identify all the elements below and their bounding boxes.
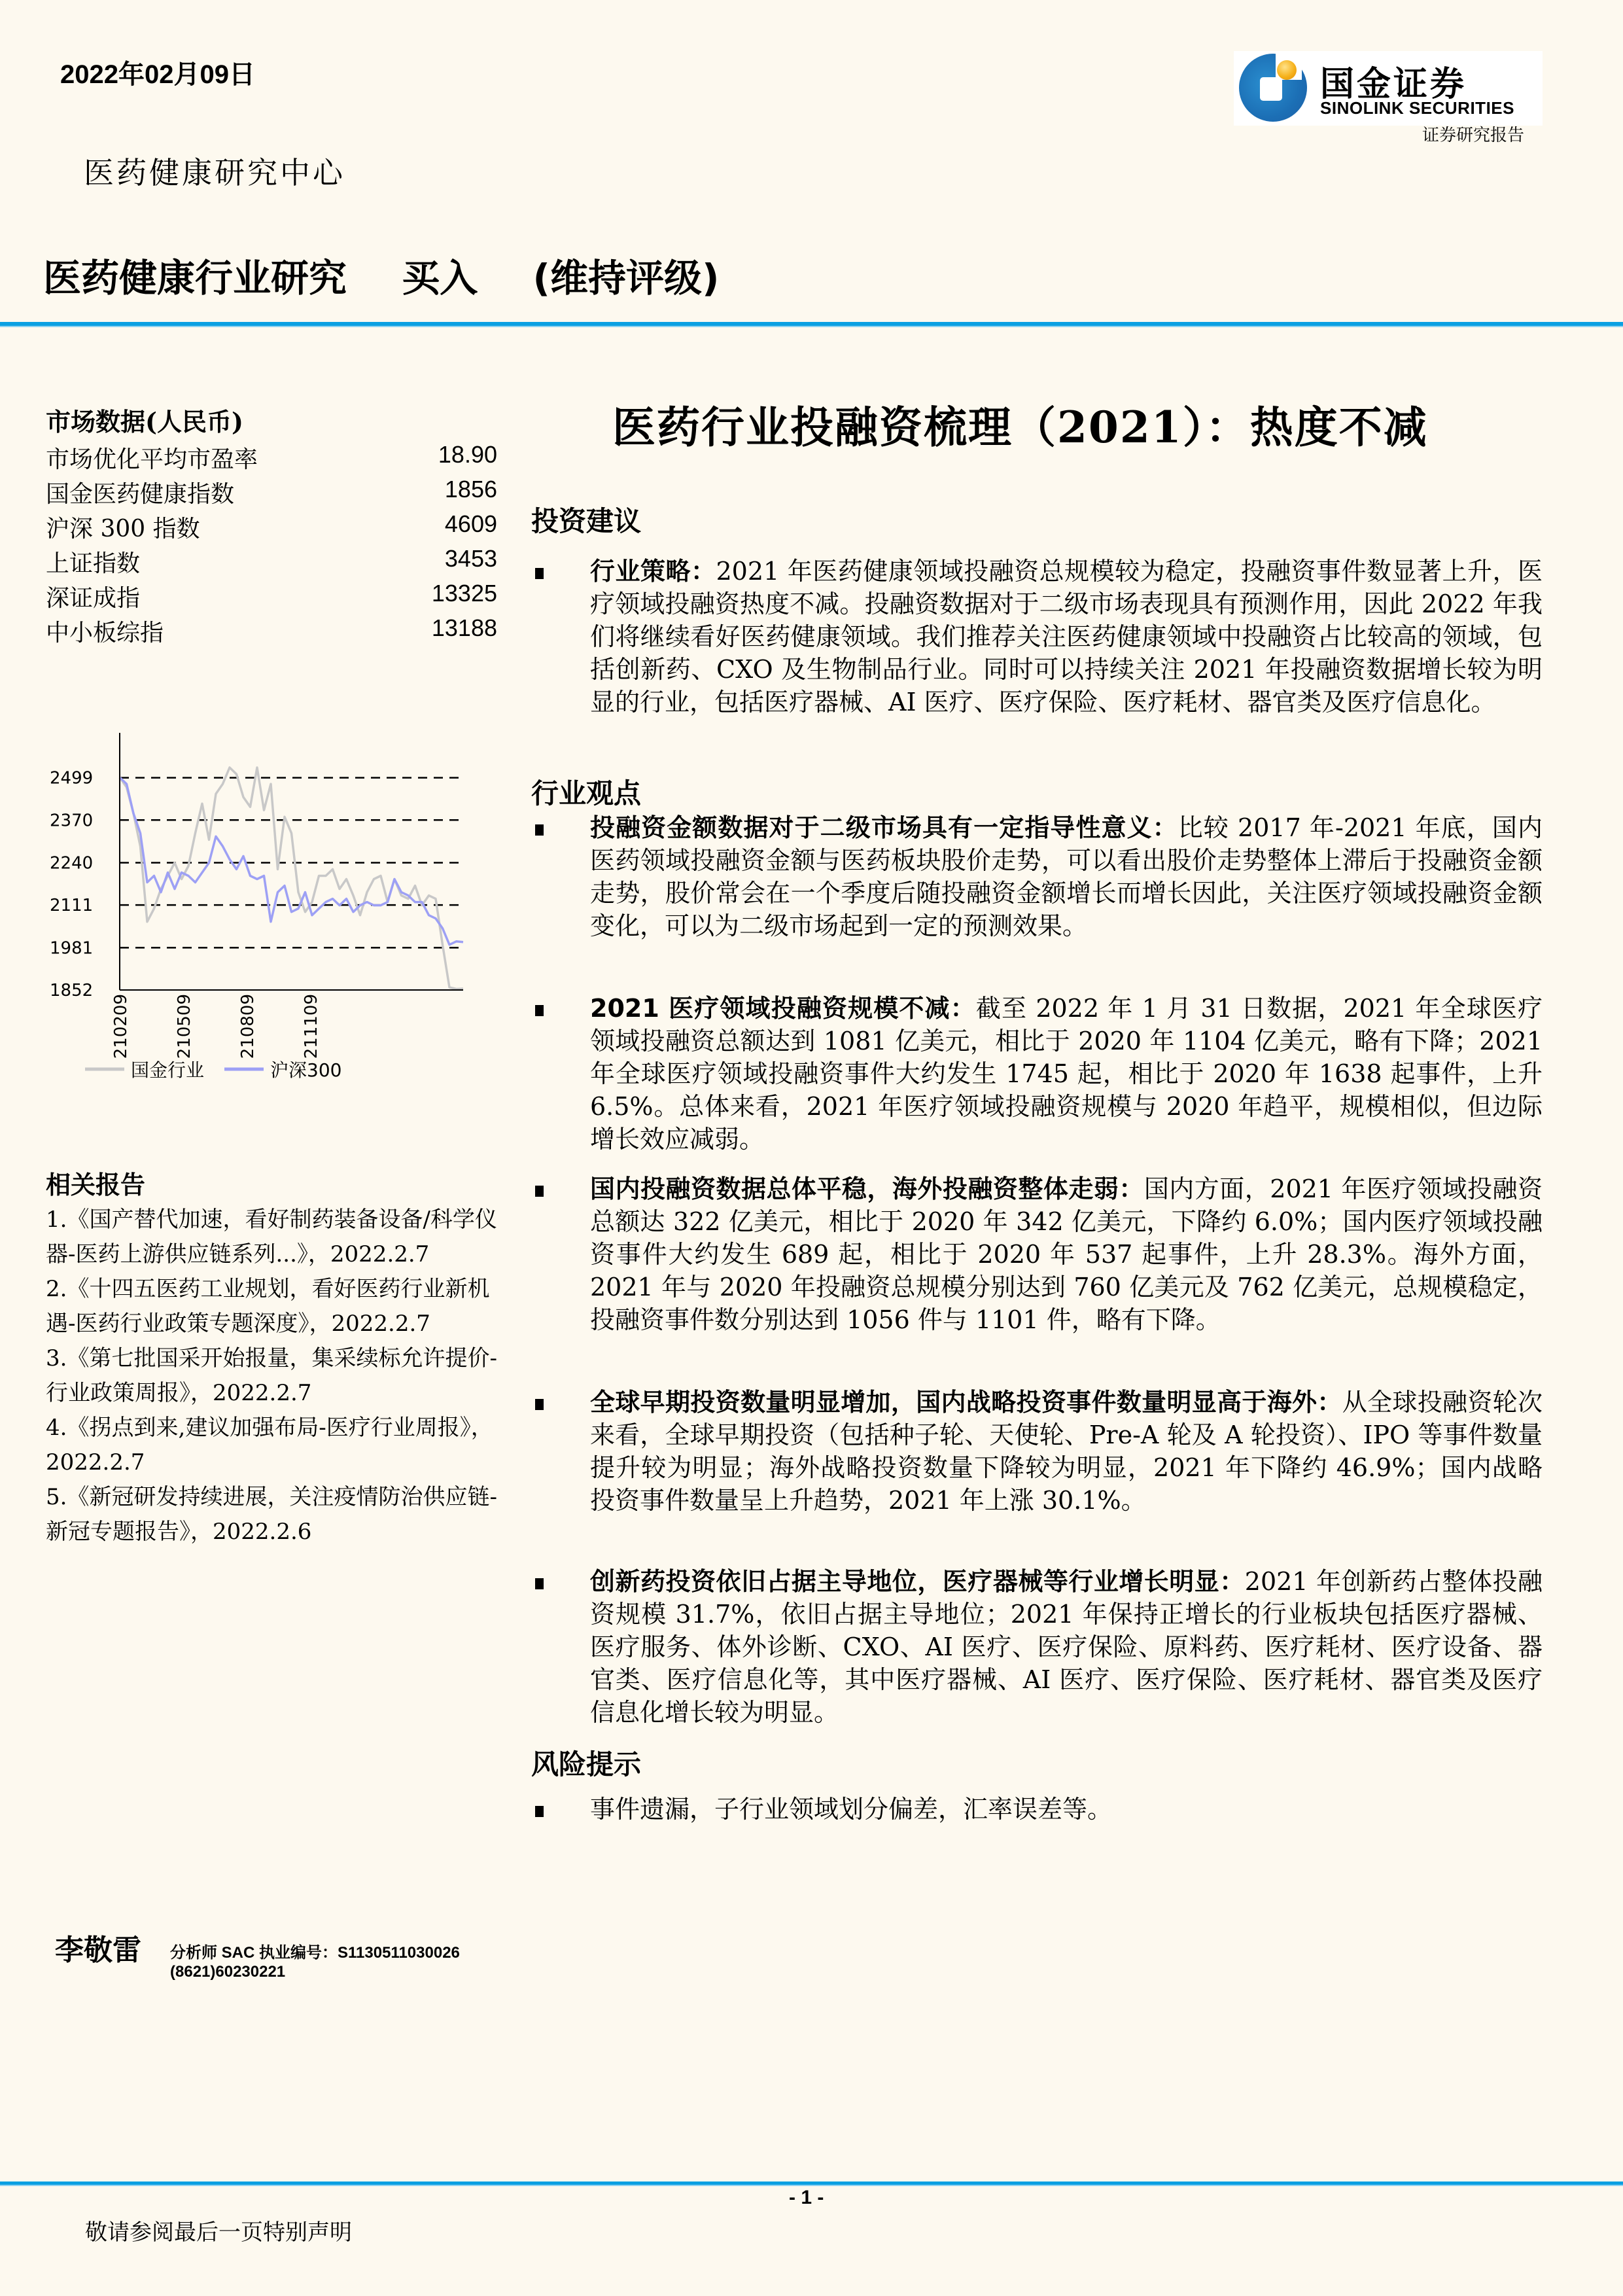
bullet-lead: 投融资金额数据对于二级市场具有一定指导性意义： [590,813,1178,842]
bullet-item [531,992,1543,1156]
related-report-item[interactable]: 5.《新冠研发持续进展，关注疫情防治供应链-新冠专题报告》，2022.2.6 [46,1484,497,1545]
market-data-label: 国金医药健康指数 [46,481,235,508]
bullet-text: 比较 2017 年-2021 年底，国内医药领域投融资金额与医药板块股价走势，可以看出股价走势整体上滞后于投融资金额走势，股价常会在一个季度后随投融资金额增长而增长因此，关注医疗领域投融资金额变化，可以为二级市场起到一定的预测效果。 [590,813,1543,940]
research-center-name: 医药健康研究中心 [84,155,345,190]
index-comparison-chart [26,726,484,1093]
footer-divider-light [0,2185,1623,2186]
bullet-lead: 行业策略： [590,557,716,586]
bullet-item [531,811,1543,942]
rating-line [43,247,753,302]
legend-label-guojin: 国金行业 [131,1059,205,1081]
bullet-text: 事件遗漏，子行业领域划分偏差，汇率误差等。 [590,1795,1113,1824]
market-data-label: 深证成指 [46,585,141,612]
bullet-square-icon [535,568,544,579]
bullet-lead: 2021 医疗领域投融资规模不减： [590,994,976,1023]
market-data-title: 市场数据(人民币) [46,407,243,436]
market-data-value: 18.90 [438,441,497,468]
bullet-item [531,1565,1543,1729]
market-data-value: 1856 [444,476,497,503]
page-number: - 1 - [789,2187,824,2208]
report-title: 医药行业投融资梳理（2021）：热度不减 [612,402,1428,453]
market-data-row [46,614,497,648]
x-tick-label: 211109 [302,994,321,1059]
series-line-hs300 [120,777,463,945]
related-report-item[interactable]: 1.《国产替代加速，看好制药装备设备/科学仪器-医药上游供应链系列...》，2022.2.7 [46,1207,497,1267]
y-tick-label: 1852 [50,981,94,1000]
company-logo [1234,51,1543,126]
y-tick-label: 2370 [50,811,94,831]
market-data-row [46,580,497,614]
related-reports-title: 相关报告 [46,1170,146,1199]
related-reports-list [46,1203,517,1549]
bullet-square-icon [535,1399,544,1410]
bullet-square-icon [535,1806,544,1817]
market-data-label: 中小板综指 [46,620,164,646]
bullet-item [531,1793,1543,1826]
market-data-value: 13325 [431,580,497,607]
report-type: 证券研究报告 [1422,126,1525,145]
y-tick-label: 1981 [50,938,94,959]
market-data-value: 4609 [444,510,497,537]
legend-label-hs300: 沪深300 [270,1059,342,1081]
logo-english-name: SINOLINK SECURITIES [1320,98,1514,118]
bullet-square-icon [535,1186,544,1197]
market-data-row [46,441,497,475]
market-data-row [46,545,497,579]
section-heading-industry-view: 行业观点 [531,777,642,809]
y-tick-label: 2499 [50,768,94,788]
bullet-item [531,1386,1543,1517]
bullet-item [531,1173,1543,1336]
section-heading-investment-advice: 投资建议 [531,505,642,537]
x-tick-label: 210809 [238,994,258,1059]
market-data-row [46,510,497,544]
x-tick-label: 210509 [175,994,194,1059]
bullet-text: 截至 2022 年 1 月 31 日数据，2021 年全球医疗领域投融资总额达到 1081 亿美元，相比于 2020 年 1104 亿美元，略有下降；2021 年全球医疗领域投融资事件大约发生 1745 起，相比于 2020 年 1638 起事件，上升 6.5%。总体来看，2021 年医疗领域投融资规模与 2020 年趋平，规模相似，但边际增长效应减弱。 [590,994,1543,1154]
bullet-text: 国内方面，2021 年医疗领域投融资总额达 322 亿美元，相比于 2020 年 342 亿美元，下降约 6.0%；国内医疗领域投融资事件大约发生 689 起，相比于 2020 年 537 起事件，上升 28.3%。海外方面，2021 年与 2020 年投融资总规模分别达到 760 亿美元及 762 亿美元，总规模稳定，投融资事件数分别达到 1056 件与 1101 件，略有下降。 [590,1174,1543,1334]
analyst-sac-number: 分析师 SAC 执业编号：S1130511030026 [170,1944,460,1962]
bullet-text: 2021 年创新药占整体投融资规模 31.7%，依旧占据主导地位；2021 年保持正增长的行业板块包括医疗器械、医疗服务、体外诊断、CXO、AI 医疗、医疗保险、原料药、医疗耗材、医疗设备、器官类、医疗信息化等，其中医疗器械、AI 医疗、医疗保险、医疗耗材、器官类及医疗信息化增长较为明显。 [590,1567,1543,1727]
chart-legend [85,1059,341,1081]
bullet-text: 从全球投融资轮次来看，全球早期投资（包括种子轮、天使轮、Pre-A 轮及 A 轮投资）、IPO 等事件数量提升较为明显；海外战略投资数量下降较为明显，2021 年下降约 46.9%；国内战略投资事件数量呈上升趋势，2021 年上涨 30.1%。 [590,1388,1543,1515]
related-report-item[interactable]: 4.《拐点到来,建议加强布局-医疗行业周报》，2022.2.7 [46,1415,493,1475]
rating-label: 买入 [402,256,478,300]
y-tick-label: 2111 [50,896,94,916]
analyst-phone: (8621)60230221 [170,1963,286,1981]
report-date: 2022年02月09日 [60,60,255,89]
bullet-item [531,555,1543,718]
section-heading-risk: 风险提示 [531,1748,642,1780]
related-report-item[interactable]: 3.《第七批国采开始报量，集采续标允许提价-行业政策周报》，2022.2.7 [46,1345,497,1406]
header-divider-light [0,326,1623,327]
logo-mark-icon [1239,54,1307,122]
sector-label: 医药健康行业研究 [43,256,347,300]
related-report-item[interactable]: 2.《十四五医药工业规划，看好医药行业新机遇-医药行业政策专题深度》，2022.2.7 [46,1276,490,1337]
bullet-lead: 国内投融资数据总体平稳，海外投融资整体走弱： [590,1174,1144,1203]
logo-ball-icon [1277,60,1297,80]
bullet-square-icon [535,824,544,836]
market-data-label: 市场优化平均市盈率 [46,446,258,473]
x-tick-label: 210209 [111,994,131,1059]
bullet-square-icon [535,1578,544,1589]
market-data-label: 沪深 300 指数 [46,516,200,542]
bullet-text: 2021 年医药健康领域投融资总规模较为稳定，投融资事件数显著上升，医疗领域投融资热度不减。投融资数据对于二级市场表现具有预测作用，因此 2022 年我们将继续看好医药健康领域。我们推荐关注医药健康领域中投融资占比较高的领域，包括创新药、CXO 及生物制品行业。同时可以持续关注 2021 年投融资数据增长较为明显的行业，包括医疗器械、AI 医疗、医疗保险、医疗耗材、器官类及医疗信息化。 [590,557,1543,716]
footer-disclaimer[interactable]: 敬请参阅最后一页特别声明 [85,2219,352,2246]
bullet-square-icon [535,1005,544,1016]
market-data-label: 上证指数 [46,550,141,577]
bullet-lead: 全球早期投资数量明显增加，国内战略投资事件数量明显高于海外： [590,1388,1342,1417]
market-data-row [46,476,497,510]
analyst-name: 李敬雷 [55,1934,141,1967]
logo-chinese-name: 国金证券 [1320,65,1467,104]
market-data-value: 13188 [431,614,497,641]
bullet-lead: 创新药投资依旧占据主导地位，医疗器械等行业增长明显： [590,1567,1245,1596]
market-data-value: 3453 [444,545,497,572]
rating-note: (维持评级) [532,256,720,300]
y-tick-label: 2240 [50,853,94,874]
